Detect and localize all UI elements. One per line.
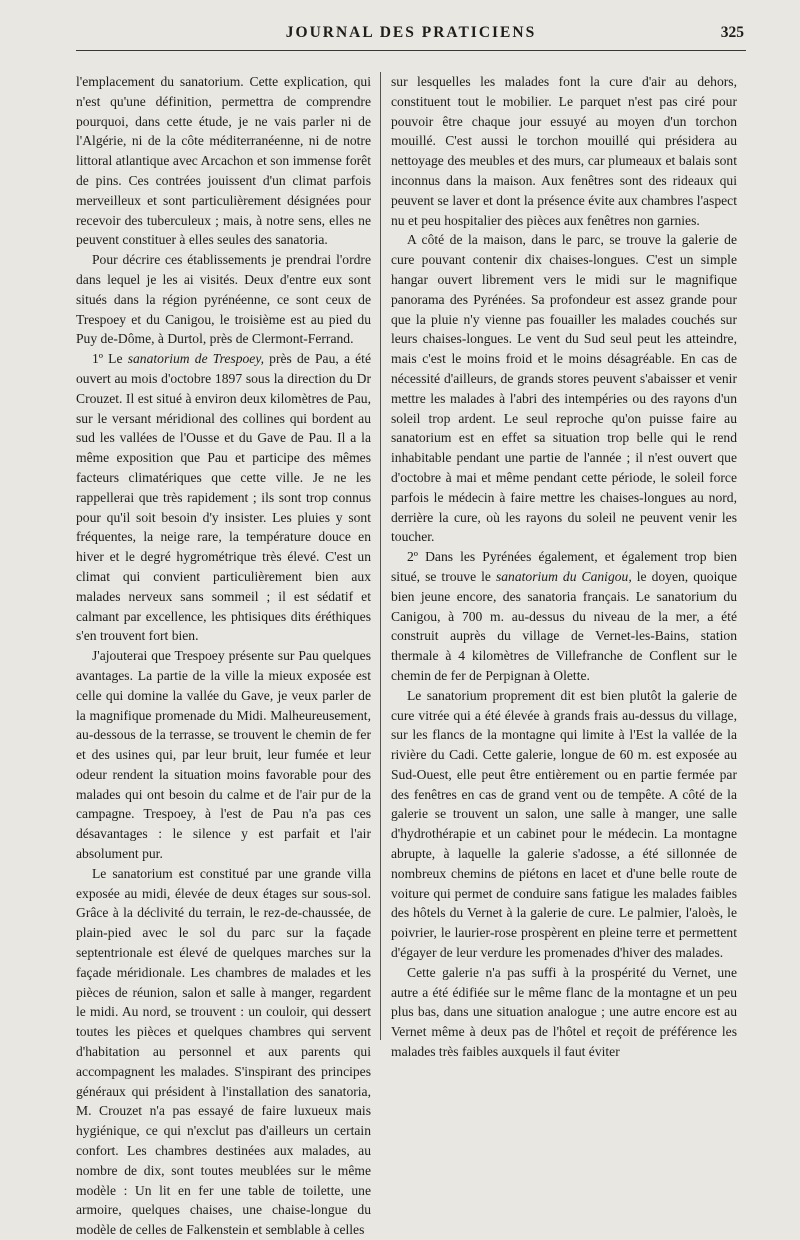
section-number: 2º Dans les Pyrénées également, et également trop bien situé, se trouve le — [391, 549, 737, 584]
section-text: le doyen, quoique bien jeune encore, des sanatoria français. Le sanatorium du Canigou, à 700 m. au-dessus du niveau de la mer, a été construit auprès du village de Vernet-les-Bains, station thermale à 4 kilomètres de Villefranche de Conflent sur le chemin de fer de Perpignan à Olette. — [391, 568, 737, 683]
paragraph: Le sanatorium est constitué par une grande villa exposée au midi, élevée de deux étages sur sous-sol. Grâce à la déclivité du terrain, le rez-de-chaussée, de plain-pied avec le sol du parc sur la façade septentrionale est élevé de quelques marches sur la façade méridionale. Les chambres de malades et les pièces de réunion, salon et salle à manger, regardent le midi. Au nord, se trouvent : un couloir, qui dessert toutes les pièces et quelques chambres qui servent d'habitation au personnel et aux parents qui accompagnent les malades. S'inspirant des principes généraux qui président à l'installation des sanatoria, M. Crouzet n'a pas essayé de faire luxueux mais hygiénique, ce qui n'exclut pas d'ailleurs un certain confort. Les chambres destinées aux malades, au nombre de dix, sont toutes meublées sur le même modèle : Un lit en fer une table de toilette, une armoire, quelques chaises, une chaise-longue du modèle de celles de Falkenstein et semblable à celles — [76, 865, 371, 1238]
column-divider — [380, 72, 381, 1040]
left-column — [76, 72, 371, 1240]
right-column — [391, 72, 737, 1062]
section-text: près de Pau, a été ouvert au mois d'octobre 1897 sous la direction du Dr Crouzet. Il est situé à environ deux kilomètres de Pau, sur le versant méridional des collines qui bordent au sud les vallées de l'Ousse et du Gave de Pau. Il a la même exposition que Pau et participe des mêmes facteurs climatériques que cette ville. Je ne les rappellerai que très rapidement ; ils sont trop connus pour qu'il soit besoin d'y insister. Les pluies y sont fréquentes, la neige rare, la température douce en hiver et le degré hygrométrique très élevé. C'est un climat qui convient particulièrement bien aux malades nerveux sans sommeil ; il est sédatif et calmant par excellence, les phtisiques dits éréthiques s'en trouvent fort bien. — [76, 351, 371, 644]
journal-title: JOURNAL DES PRATICIENS — [285, 24, 537, 41]
paragraph: Pour décrire ces établissements je prendrai l'ordre dans lequel je les ai visités. Deux d'entre eux sont situés dans la région pyrénéenne, ce sont ceux de Trespoey et du Canigou, le troisième est au pied du Puy de-Dôme, à Durtol, près de Clermont-Ferrand. — [76, 252, 371, 347]
paragraph: sur lesquelles les malades font la cure d'air au dehors, constituent tout le mobilier. Le parquet n'est pas ciré pour pouvoir être chaque jour essuyé au moyen d'un torchon mouillé. C'est aussi le torchon mouillé qui présidera au nettoyage des meubles et des murs, car plumeaux et balais sont inconnus dans la maison. Aux fenêtres sont des rideaux qui peuvent se laver et dont la présence évite aux chambres l'aspect nu et peu hospitalier des pièces aux fenêtres non garnies. — [391, 74, 737, 228]
section-title: sanatorium du Canigou, — [495, 568, 632, 584]
paragraph: Cette galerie n'a pas suffi à la prospérité du Vernet, une autre a été édifiée sur le même flanc de la montagne et un peu plus bas, dans une situation analogue ; une autre encore est au Vernet même à deux pas de l'hôtel et reçoit de préférence les malades très faibles auxquels il faut éviter — [391, 964, 737, 1060]
paragraph: A côté de la maison, dans le parc, se trouve la galerie de cure pouvant contenir dix chaises-longues. C'est un simple hangar ouvert librement vers le midi sur le magnifique panorama des Pyrénées. Sa profondeur est assez grande pour que la pluie n'y vienne pas fouailler les malades couchés sur leurs chaises-longues. Le vent du Sud seul peut les atteindre, mais c'est le moins froid et le moins désagréable. En cas de nécessité d'ailleurs, de grands stores peuvent s'abaisser et venir mettre les malades à l'abri des intempéries ou des rayons d'un soleil trop ardent. Le seul reproche qu'on puisse faire au sanatorium est en effet sa situation trop belle qui le rend inhabitable pendant une partie de l'année ; il n'est ouvert que d'octobre à mai et même pendant cette période, le soleil force parfois le médecin à faire mettre les chaises-longues au nord, derrière la cure, où les rayons du soleil ne peuvent venir les toucher. — [391, 232, 737, 545]
page-number: 325 — [720, 24, 744, 41]
running-header — [76, 18, 746, 51]
paragraph: l'emplacement du sanatorium. Cette explication, qui n'est qu'une définition, permettra de comprendre pourquoi, dans cette étude, je ne vais parler ni de l'Algérie, ni de la côte méditerranéenne, ni de notre littoral atlantique avec Arcachon et son immense forêt de pins. Ces contrées jouissent d'un climat parfois merveilleux et sont particulièrement désignées pour recevoir des tuberculeux ; mais, à notre sens, elles ne peuvent constituer à elles seules des sanatoria. — [76, 74, 371, 248]
section-number: 1º Le — [92, 351, 128, 367]
section-title: sanatorium de Trespoey, — [127, 351, 265, 367]
section-paragraph — [391, 547, 737, 686]
paragraph: J'ajouterai que Trespoey présente sur Pau quelques avantages. La partie de la ville la mieux exposée est celle qui domine la vallée du Gave, je veux parler de la magnifique promenade du Midi. Malheureusement, au-dessous de la terrasse, se trouvent le chemin de fer et des usines qui, par leur bruit, leur fumée et leur odeur rendent la situation moins favorable pour des malades qui ont besoin du calme et de l'air pur de la campagne. Trespoey, à l'est de Pau n'a pas ces désavantages : le silence y est parfait et l'air absolument pur. — [76, 648, 371, 862]
section-paragraph — [76, 349, 371, 646]
paragraph: Le sanatorium proprement dit est bien plutôt la galerie de cure vitrée qui a été élevée à grands frais au-dessus du village, sur les flancs de la montagne qui limite à l'Est la vallée de la rivière du Cadi. Cette galerie, longue de 60 m. est exposée au Sud-Ouest, elle peut être entièrement ou en partie fermée par des fenêtres en cas de grand vent ou de tempête. A côté de la galerie se trouvent un salon, une salle à manger, une salle d'hydrothérapie et un cabinet pour le médecin. La montagne abrupte, à laquelle la galerie s'adosse, a été sillonnée de nombreux chemins de piétons en lacet et d'une belle route de voiture qui permet de conduire sans fatigue les malades faibles des hôtels du Vernet à la galerie de cure. Le palmier, l'aloès, le poivrier, le laurier-rose prospèrent en pleine terre et permettent d'égayer de leur verdure les promenades d'hiver des malades. — [391, 687, 737, 961]
